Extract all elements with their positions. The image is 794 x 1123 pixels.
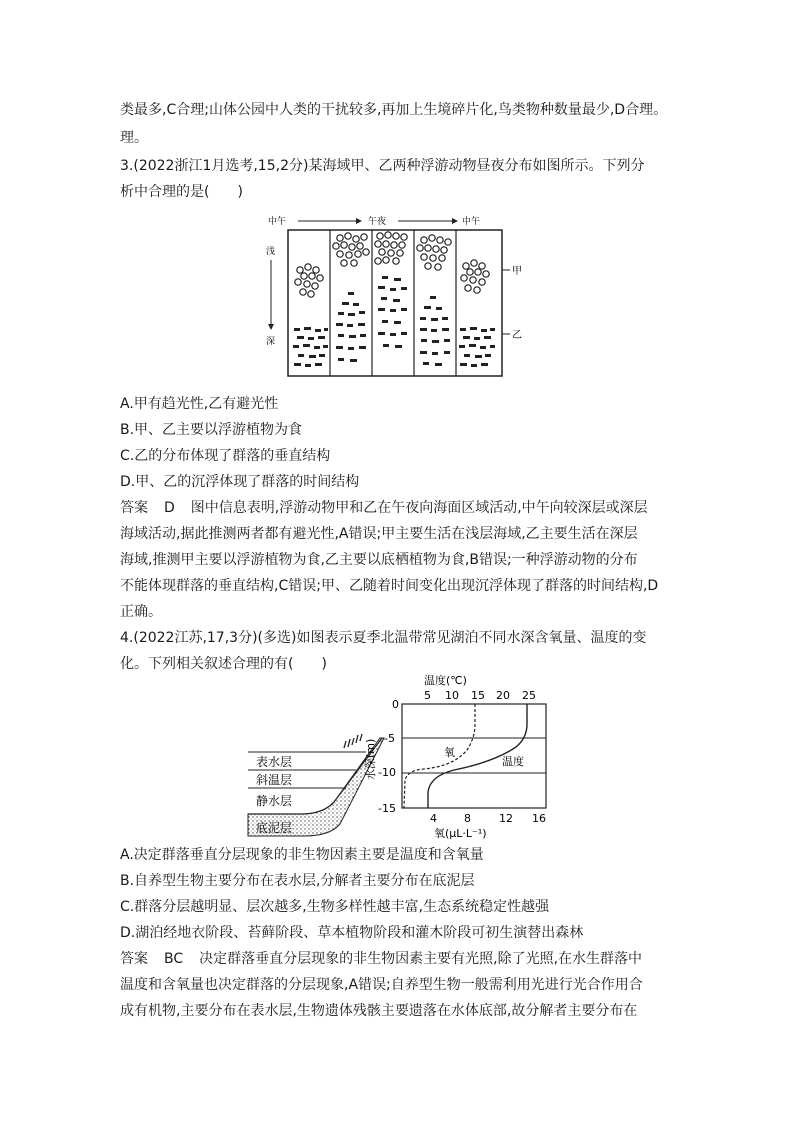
q4-answer-label: 答案 (120, 951, 148, 967)
q3-label-deep: 深 (266, 337, 276, 347)
q4-stem-line-1: 4.(2022江苏,17,3分)(多选)如图表示夏季北温带常见湖泊不同水深含氧量、温度的变 (120, 630, 647, 646)
layer-epilimnion: 表水层 (256, 755, 293, 769)
q3-column-midnight (375, 232, 407, 264)
q3-depth-arrowhead (268, 324, 274, 330)
temp-tick-5: 5 (424, 689, 431, 702)
q3-column-4-yi (420, 296, 450, 366)
q4-option-a: A.决定群落垂直分层现象的非生物因素主要是温度和含氧量 (120, 847, 484, 863)
q3-column-2 (333, 233, 369, 266)
q4-answer-key: BC (164, 951, 184, 967)
oxygen-tick-16: 16 (532, 812, 546, 825)
q3-answer-line-1: 答案 D 图中信息表明,浮游动物甲和乙在午夜向海面区域活动,中午向较深层或深层 (120, 500, 648, 516)
q3-option-a: A.甲有趋光性,乙有避光性 (120, 396, 279, 412)
q4-chart (363, 673, 546, 840)
depth-axis-title: 水深(m) (364, 738, 377, 780)
depth-tick-minus-15: -15 (378, 802, 396, 815)
q4-option-c: C.群落分层越明显、层次越多,生物多样性越丰富,生态系统稳定性越强 (120, 899, 550, 915)
layer-hypolimnion: 静水层 (256, 794, 293, 808)
temp-tick-15: 15 (471, 689, 485, 702)
layer-thermocline: 斜温层 (256, 773, 293, 787)
layer-sediment: 底泥层 (256, 821, 293, 835)
curve-label-temperature: 温度 (502, 755, 524, 768)
q3-label-jia: 甲 (512, 266, 522, 277)
shore-plants-icon (344, 734, 362, 748)
q4-option-d: D.湖泊经地衣阶段、苔藓阶段、草本植物阶段和灌木阶段可初生演替出森林 (120, 925, 584, 941)
temp-tick-25: 25 (522, 689, 536, 702)
oxygen-tick-8: 8 (464, 812, 471, 825)
q3-stem-line-2: 析中合理的是( ) (120, 184, 243, 200)
q4-answer-line-1: 答案 BC 决定群落垂直分层现象的非生物因素主要有光照,除了光照,在水生群落中 (120, 951, 643, 967)
q3-figure (254, 210, 534, 382)
q3-column-4 (417, 235, 451, 270)
q3-label-yi: 乙 (512, 330, 522, 341)
q3-stem-line-1: 3.(2022浙江1月选考,15,2分)某海域甲、乙两种浮游动物昼夜分布如图所示。下列分 (120, 158, 645, 174)
q3-column-noon (295, 264, 323, 297)
q3-column-midnight-yi (378, 276, 407, 348)
oxygen-tick-12: 12 (499, 812, 513, 825)
q3-column-noon-2 (461, 260, 489, 293)
q3-option-d: D.甲、乙的沉浮体现了群落的时间结构 (120, 474, 360, 490)
q3-column-2-yi (336, 292, 366, 362)
q3-option-c: C.乙的分布体现了群落的垂直结构 (120, 448, 331, 464)
q3-option-b: B.甲、乙主要以浮游植物为食 (120, 422, 303, 438)
q3-column-noon-yi (293, 327, 328, 367)
depth-tick-0: 0 (392, 698, 399, 711)
intro-line-1: 类最多,C合理;山体公园中人类的干扰较多,再加上生境碎片化,鸟类物种数量最少,D合理。 (120, 102, 668, 118)
q3-explanation-line-2: 海域活动,据此推测两者都有避光性,A错误;甲主要生活在浅层海域,乙主要生活在深层 (120, 526, 638, 542)
depth-tick-minus-10: -10 (378, 766, 396, 779)
q3-column-noon-2-yi (459, 327, 495, 367)
q4-explanation-line-3: 成有机物,主要分布在表水层,生物遗体残骸主要遗落在水体底部,故分解者主要分布在 (120, 1003, 638, 1019)
q4-explanation-line-2: 温度和含氧量也决定群落的分层现象,A错误;自养型生物一般需利用光进行光合作用合 (120, 977, 643, 993)
temp-tick-20: 20 (496, 689, 510, 702)
temp-tick-10: 10 (445, 689, 459, 702)
q3-answer-label: 答案 (120, 500, 148, 516)
q4-figure (244, 672, 560, 840)
q3-label-noon-2: 中午 (462, 217, 481, 227)
oxygen-axis-title: 氧(μL·L⁻¹) (434, 827, 487, 840)
q3-explanation-line-4: 不能体现群落的垂直结构,C错误;甲、乙随着时间变化出现沉浮体现了群落的时间结构,D (120, 578, 659, 594)
temp-axis-title: 温度(℃) (424, 674, 467, 687)
curve-label-oxygen: 氧 (444, 746, 455, 759)
q3-explanation-line-5: 正确。 (120, 604, 162, 620)
depth-tick-minus-5: -5 (384, 732, 395, 745)
q4-stem-line-2: 化。下列相关叙述合理的有( ) (120, 656, 327, 672)
q3-answer-key: D (164, 500, 175, 516)
q3-label-shallow: 浅 (266, 247, 276, 257)
oxygen-curve (404, 704, 475, 808)
oxygen-tick-4: 4 (430, 812, 437, 825)
q3-label-noon-1: 中午 (268, 217, 287, 227)
q4-option-b: B.自养型生物主要分布在表水层,分解者主要分布在底泥层 (120, 873, 475, 889)
q3-explanation-line-3: 海域,推测甲主要以浮游植物为食,乙主要以底栖植物为食,B错误;一种浮游动物的分布 (120, 552, 638, 568)
q3-arrowhead-1 (356, 218, 362, 224)
q3-label-midnight: 午夜 (368, 217, 387, 227)
intro-line-2: 理。 (120, 130, 148, 146)
q3-arrowhead-2 (452, 218, 458, 224)
chart-frame (402, 704, 546, 808)
